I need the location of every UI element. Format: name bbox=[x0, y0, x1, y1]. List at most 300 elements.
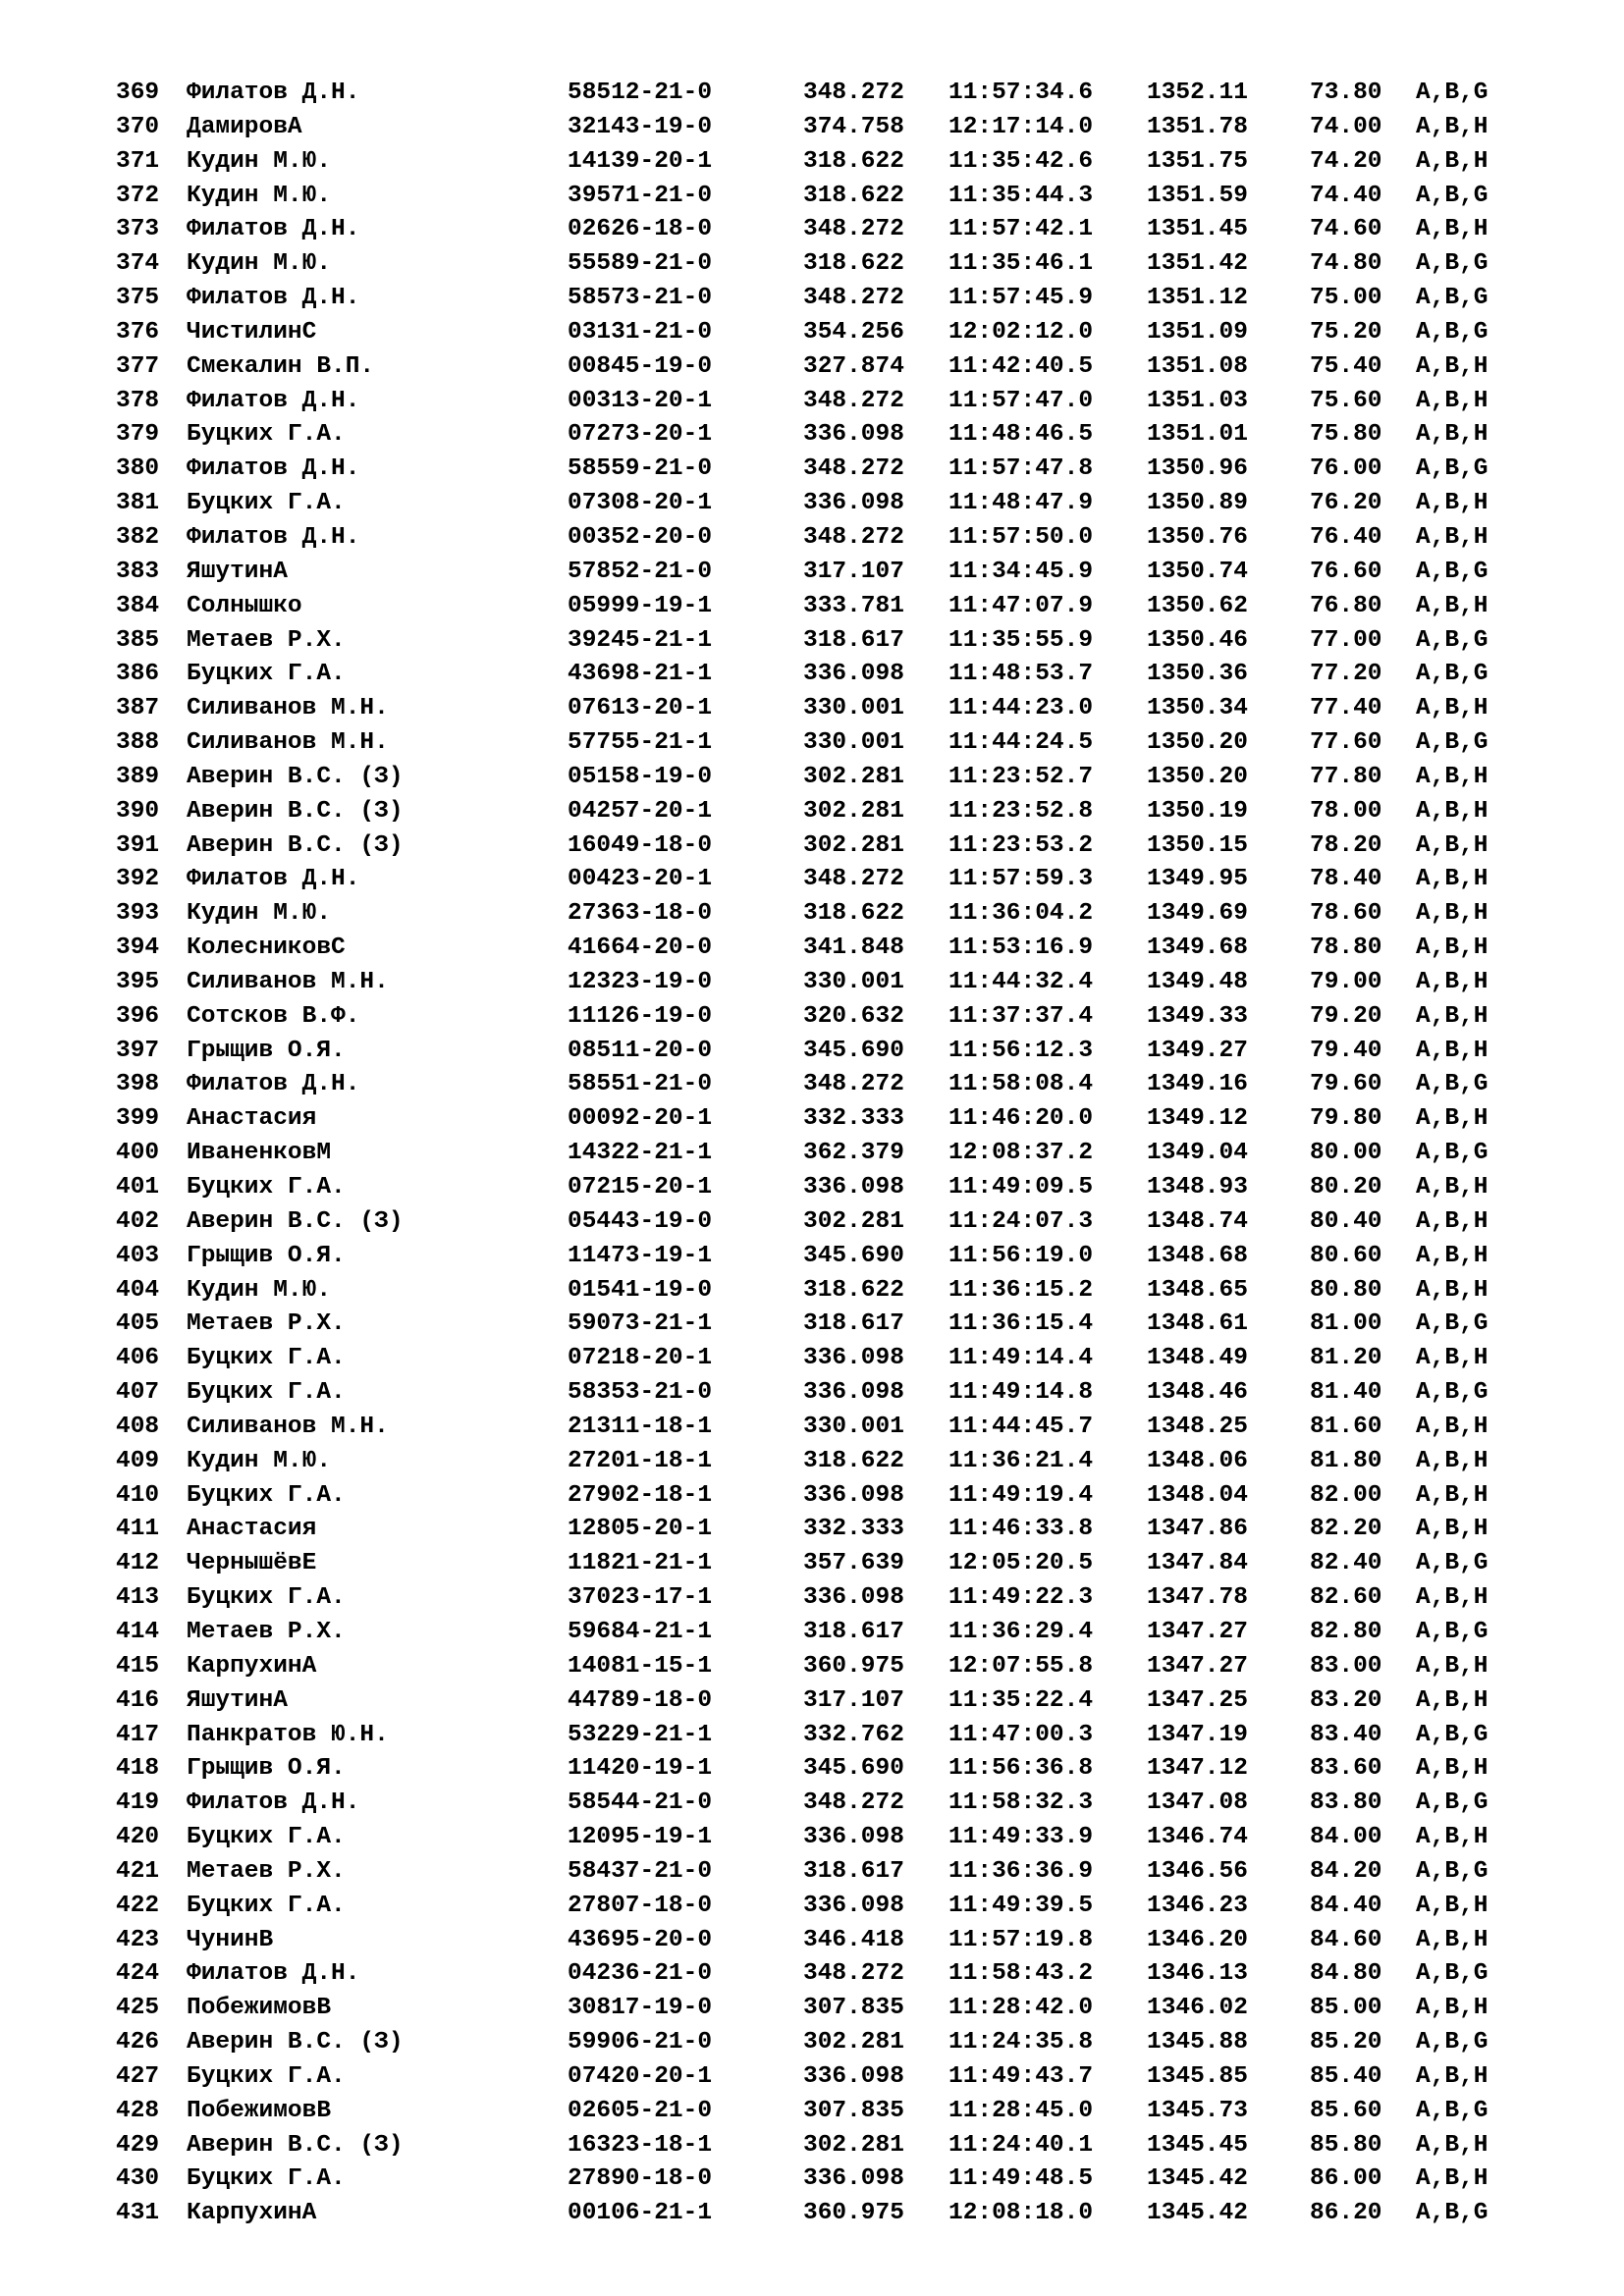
result-row bbox=[116, 897, 1549, 932]
arrival-time: 12:07:55.8 bbox=[948, 1652, 1094, 1680]
result-row bbox=[116, 966, 1549, 1000]
coefficient: 82.00 bbox=[1310, 1481, 1382, 1509]
ring-number: 55589-21-0 bbox=[568, 250, 713, 278]
distance: 302.281 bbox=[803, 831, 904, 859]
coefficient: 84.40 bbox=[1310, 1892, 1382, 1919]
speed: 1347.25 bbox=[1147, 1686, 1248, 1714]
loft-name: Филатов Д.Н. bbox=[187, 1071, 360, 1098]
result-row bbox=[116, 1342, 1549, 1376]
loft-name: Буцких Г.А. bbox=[187, 661, 346, 688]
groups: A,B,G bbox=[1416, 1789, 1489, 1817]
arrival-time: 12:08:18.0 bbox=[948, 2200, 1094, 2227]
speed: 1348.06 bbox=[1147, 1447, 1248, 1474]
arrival-time: 11:28:45.0 bbox=[948, 2097, 1094, 2124]
loft-name: Буцких Г.А. bbox=[187, 2062, 346, 2090]
arrival-time: 11:57:34.6 bbox=[948, 80, 1094, 106]
loft-name: Кудин М.Ю. bbox=[187, 147, 332, 175]
ring-number: 44789-18-0 bbox=[568, 1686, 713, 1714]
speed: 1349.69 bbox=[1147, 900, 1248, 928]
ring-number: 04257-20-1 bbox=[568, 797, 713, 825]
loft-name: Метаев Р.Х. bbox=[187, 626, 346, 654]
groups: A,B,H bbox=[1416, 352, 1489, 380]
distance: 336.098 bbox=[803, 1824, 904, 1851]
place: 393 bbox=[116, 900, 160, 928]
place: 392 bbox=[116, 866, 160, 893]
place: 373 bbox=[116, 216, 160, 243]
arrival-time: 11:48:53.7 bbox=[948, 661, 1094, 688]
ring-number: 21311-18-1 bbox=[568, 1413, 713, 1440]
place: 374 bbox=[116, 250, 160, 278]
result-row bbox=[116, 1752, 1549, 1787]
arrival-time: 11:24:07.3 bbox=[948, 1207, 1094, 1235]
distance: 348.272 bbox=[803, 285, 904, 312]
results-list bbox=[116, 77, 1549, 2231]
coefficient: 84.60 bbox=[1310, 1926, 1382, 1953]
speed: 1349.33 bbox=[1147, 1002, 1248, 1030]
result-row bbox=[116, 1376, 1549, 1411]
place: 407 bbox=[116, 1379, 160, 1407]
coefficient: 77.40 bbox=[1310, 695, 1382, 722]
ring-number: 08511-20-0 bbox=[568, 1037, 713, 1064]
coefficient: 83.00 bbox=[1310, 1652, 1382, 1680]
coefficient: 77.20 bbox=[1310, 661, 1382, 688]
ring-number: 58559-21-0 bbox=[568, 455, 713, 483]
ring-number: 39245-21-1 bbox=[568, 626, 713, 654]
groups: A,B,H bbox=[1416, 387, 1489, 414]
groups: A,B,H bbox=[1416, 763, 1489, 790]
distance: 318.617 bbox=[803, 1857, 904, 1885]
arrival-time: 11:35:44.3 bbox=[948, 182, 1094, 209]
groups: A,B,G bbox=[1416, 2200, 1489, 2227]
distance: 345.690 bbox=[803, 1755, 904, 1783]
distance: 318.622 bbox=[803, 182, 904, 209]
coefficient: 81.20 bbox=[1310, 1345, 1382, 1372]
arrival-time: 11:57:47.0 bbox=[948, 387, 1094, 414]
ring-number: 04236-21-0 bbox=[568, 1960, 713, 1988]
coefficient: 82.40 bbox=[1310, 1550, 1382, 1577]
result-row bbox=[116, 247, 1549, 282]
distance: 357.639 bbox=[803, 1550, 904, 1577]
groups: A,B,G bbox=[1416, 455, 1489, 483]
place: 386 bbox=[116, 661, 160, 688]
distance: 348.272 bbox=[803, 523, 904, 551]
arrival-time: 11:24:40.1 bbox=[948, 2131, 1094, 2159]
place: 429 bbox=[116, 2131, 160, 2159]
result-row bbox=[116, 453, 1549, 487]
speed: 1349.68 bbox=[1147, 934, 1248, 962]
coefficient: 82.80 bbox=[1310, 1618, 1382, 1645]
loft-name: ЯшутинА bbox=[187, 1686, 288, 1714]
loft-name: Филатов Д.Н. bbox=[187, 216, 360, 243]
ring-number: 58353-21-0 bbox=[568, 1379, 713, 1407]
result-row bbox=[116, 1513, 1549, 1547]
arrival-time: 11:56:19.0 bbox=[948, 1242, 1094, 1269]
loft-name: Солнышко bbox=[187, 592, 302, 619]
distance: 348.272 bbox=[803, 866, 904, 893]
distance: 318.622 bbox=[803, 250, 904, 278]
place: 382 bbox=[116, 523, 160, 551]
speed: 1346.74 bbox=[1147, 1824, 1248, 1851]
place: 383 bbox=[116, 558, 160, 585]
loft-name: Буцких Г.А. bbox=[187, 1379, 346, 1407]
ring-number: 14139-20-1 bbox=[568, 147, 713, 175]
speed: 1350.15 bbox=[1147, 831, 1248, 859]
arrival-time: 11:57:19.8 bbox=[948, 1926, 1094, 1953]
ring-number: 07215-20-1 bbox=[568, 1174, 713, 1201]
coefficient: 86.20 bbox=[1310, 2200, 1382, 2227]
place: 400 bbox=[116, 1140, 160, 1167]
arrival-time: 11:34:45.9 bbox=[948, 558, 1094, 585]
result-row bbox=[116, 726, 1549, 761]
loft-name: Филатов Д.Н. bbox=[187, 1789, 360, 1817]
groups: A,B,G bbox=[1416, 1310, 1489, 1338]
groups: A,B,H bbox=[1416, 1345, 1489, 1372]
result-row bbox=[116, 590, 1549, 624]
speed: 1350.36 bbox=[1147, 661, 1248, 688]
loft-name: Силиванов М.Н. bbox=[187, 729, 389, 757]
ring-number: 11126-19-0 bbox=[568, 1002, 713, 1030]
groups: A,B,H bbox=[1416, 1002, 1489, 1030]
ring-number: 37023-17-1 bbox=[568, 1584, 713, 1612]
coefficient: 83.80 bbox=[1310, 1789, 1382, 1817]
place: 399 bbox=[116, 1105, 160, 1133]
speed: 1352.11 bbox=[1147, 80, 1248, 106]
loft-name: Панкратов Ю.Н. bbox=[187, 1721, 389, 1748]
place: 370 bbox=[116, 113, 160, 140]
groups: A,B,H bbox=[1416, 421, 1489, 449]
arrival-time: 11:57:47.8 bbox=[948, 455, 1094, 483]
distance: 336.098 bbox=[803, 1481, 904, 1509]
result-row bbox=[116, 1411, 1549, 1445]
result-row bbox=[116, 1924, 1549, 1958]
loft-name: Метаев Р.Х. bbox=[187, 1857, 346, 1885]
arrival-time: 11:53:16.9 bbox=[948, 934, 1094, 962]
loft-name: Анастасия bbox=[187, 1516, 317, 1543]
loft-name: Грыщив О.Я. bbox=[187, 1242, 346, 1269]
distance: 318.622 bbox=[803, 1276, 904, 1304]
place: 431 bbox=[116, 2200, 160, 2227]
speed: 1346.13 bbox=[1147, 1960, 1248, 1988]
ring-number: 12805-20-1 bbox=[568, 1516, 713, 1543]
groups: A,B,G bbox=[1416, 1071, 1489, 1098]
ring-number: 59073-21-1 bbox=[568, 1310, 713, 1338]
speed: 1351.45 bbox=[1147, 216, 1248, 243]
ring-number: 27201-18-1 bbox=[568, 1447, 713, 1474]
coefficient: 76.80 bbox=[1310, 592, 1382, 619]
result-row bbox=[116, 556, 1549, 590]
groups: A,B,H bbox=[1416, 831, 1489, 859]
coefficient: 76.60 bbox=[1310, 558, 1382, 585]
place: 397 bbox=[116, 1037, 160, 1064]
speed: 1350.20 bbox=[1147, 763, 1248, 790]
ring-number: 12323-19-0 bbox=[568, 968, 713, 995]
speed: 1347.08 bbox=[1147, 1789, 1248, 1817]
coefficient: 73.80 bbox=[1310, 80, 1382, 106]
coefficient: 75.60 bbox=[1310, 387, 1382, 414]
loft-name: Сотсков В.Ф. bbox=[187, 1002, 360, 1030]
arrival-time: 11:58:32.3 bbox=[948, 1789, 1094, 1817]
distance: 318.622 bbox=[803, 147, 904, 175]
loft-name: Кудин М.Ю. bbox=[187, 900, 332, 928]
loft-name: Буцких Г.А. bbox=[187, 490, 346, 517]
ring-number: 00313-20-1 bbox=[568, 387, 713, 414]
arrival-time: 11:49:48.5 bbox=[948, 2165, 1094, 2193]
coefficient: 79.80 bbox=[1310, 1105, 1382, 1133]
result-row bbox=[116, 1068, 1549, 1102]
loft-name: Буцких Г.А. bbox=[187, 1584, 346, 1612]
place: 423 bbox=[116, 1926, 160, 1953]
place: 376 bbox=[116, 318, 160, 346]
ring-number: 27363-18-0 bbox=[568, 900, 713, 928]
speed: 1349.48 bbox=[1147, 968, 1248, 995]
groups: A,B,G bbox=[1416, 729, 1489, 757]
loft-name: Буцких Г.А. bbox=[187, 1481, 346, 1509]
ring-number: 27807-18-0 bbox=[568, 1892, 713, 1919]
loft-name: Силиванов М.Н. bbox=[187, 968, 389, 995]
arrival-time: 11:23:53.2 bbox=[948, 831, 1094, 859]
distance: 333.781 bbox=[803, 592, 904, 619]
arrival-time: 11:48:47.9 bbox=[948, 490, 1094, 517]
ring-number: 27902-18-1 bbox=[568, 1481, 713, 1509]
speed: 1345.85 bbox=[1147, 2062, 1248, 2090]
loft-name: ЧунинВ bbox=[187, 1926, 274, 1953]
place: 413 bbox=[116, 1584, 160, 1612]
groups: A,B,H bbox=[1416, 216, 1489, 243]
loft-name: Смекалин В.П. bbox=[187, 352, 375, 380]
distance: 336.098 bbox=[803, 1345, 904, 1372]
groups: A,B,H bbox=[1416, 934, 1489, 962]
loft-name: Кудин М.Ю. bbox=[187, 250, 332, 278]
coefficient: 83.20 bbox=[1310, 1686, 1382, 1714]
distance: 320.632 bbox=[803, 1002, 904, 1030]
ring-number: 03131-21-0 bbox=[568, 318, 713, 346]
place: 417 bbox=[116, 1721, 160, 1748]
groups: A,B,G bbox=[1416, 1721, 1489, 1748]
distance: 348.272 bbox=[803, 387, 904, 414]
loft-name: Аверин В.С. (З) bbox=[187, 763, 404, 790]
loft-name: КолесниковС bbox=[187, 934, 346, 962]
ring-number: 05158-19-0 bbox=[568, 763, 713, 790]
coefficient: 80.60 bbox=[1310, 1242, 1382, 1269]
result-row bbox=[116, 1890, 1549, 1924]
loft-name: ПобежимовВ bbox=[187, 1995, 332, 2022]
result-row bbox=[116, 1650, 1549, 1684]
ring-number: 14322-21-1 bbox=[568, 1140, 713, 1167]
groups: A,B,G bbox=[1416, 661, 1489, 688]
distance: 317.107 bbox=[803, 1686, 904, 1714]
groups: A,B,H bbox=[1416, 113, 1489, 140]
place: 415 bbox=[116, 1652, 160, 1680]
result-row bbox=[116, 863, 1549, 897]
place: 378 bbox=[116, 387, 160, 414]
loft-name: Филатов Д.Н. bbox=[187, 80, 360, 106]
groups: A,B,H bbox=[1416, 1105, 1489, 1133]
place: 430 bbox=[116, 2165, 160, 2193]
result-row bbox=[116, 1787, 1549, 1821]
distance: 332.762 bbox=[803, 1721, 904, 1748]
coefficient: 85.00 bbox=[1310, 1995, 1382, 2022]
distance: 302.281 bbox=[803, 1207, 904, 1235]
speed: 1351.59 bbox=[1147, 182, 1248, 209]
groups: A,B,G bbox=[1416, 318, 1489, 346]
groups: A,B,H bbox=[1416, 523, 1489, 551]
loft-name: Аверин В.С. (З) bbox=[187, 2029, 404, 2056]
coefficient: 76.20 bbox=[1310, 490, 1382, 517]
place: 372 bbox=[116, 182, 160, 209]
distance: 345.690 bbox=[803, 1242, 904, 1269]
result-row bbox=[116, 2129, 1549, 2163]
coefficient: 84.20 bbox=[1310, 1857, 1382, 1885]
coefficient: 79.60 bbox=[1310, 1071, 1382, 1098]
groups: A,B,H bbox=[1416, 1207, 1489, 1235]
speed: 1345.45 bbox=[1147, 2131, 1248, 2159]
speed: 1350.34 bbox=[1147, 695, 1248, 722]
speed: 1346.56 bbox=[1147, 1857, 1248, 1885]
place: 389 bbox=[116, 763, 160, 790]
groups: A,B,G bbox=[1416, 1960, 1489, 1988]
groups: A,B,H bbox=[1416, 695, 1489, 722]
place: 390 bbox=[116, 797, 160, 825]
coefficient: 81.00 bbox=[1310, 1310, 1382, 1338]
speed: 1348.46 bbox=[1147, 1379, 1248, 1407]
place: 410 bbox=[116, 1481, 160, 1509]
loft-name: ИваненковМ bbox=[187, 1140, 332, 1167]
result-row bbox=[116, 795, 1549, 829]
coefficient: 74.60 bbox=[1310, 216, 1382, 243]
place: 403 bbox=[116, 1242, 160, 1269]
ring-number: 07420-20-1 bbox=[568, 2062, 713, 2090]
ring-number: 39571-21-0 bbox=[568, 182, 713, 209]
coefficient: 75.40 bbox=[1310, 352, 1382, 380]
groups: A,B,G bbox=[1416, 2029, 1489, 2056]
speed: 1349.12 bbox=[1147, 1105, 1248, 1133]
distance: 348.272 bbox=[803, 1071, 904, 1098]
result-row bbox=[116, 1855, 1549, 1890]
coefficient: 84.80 bbox=[1310, 1960, 1382, 1988]
ring-number: 02605-21-0 bbox=[568, 2097, 713, 2124]
place: 388 bbox=[116, 729, 160, 757]
place: 419 bbox=[116, 1789, 160, 1817]
coefficient: 75.20 bbox=[1310, 318, 1382, 346]
arrival-time: 11:42:40.5 bbox=[948, 352, 1094, 380]
distance: 336.098 bbox=[803, 1892, 904, 1919]
result-row bbox=[116, 1274, 1549, 1308]
distance: 336.098 bbox=[803, 1584, 904, 1612]
speed: 1350.19 bbox=[1147, 797, 1248, 825]
speed: 1351.75 bbox=[1147, 147, 1248, 175]
loft-name: Буцких Г.А. bbox=[187, 1824, 346, 1851]
groups: A,B,G bbox=[1416, 285, 1489, 312]
result-row bbox=[116, 1240, 1549, 1274]
arrival-time: 11:23:52.8 bbox=[948, 797, 1094, 825]
arrival-time: 11:23:52.7 bbox=[948, 763, 1094, 790]
place: 395 bbox=[116, 968, 160, 995]
speed: 1348.65 bbox=[1147, 1276, 1248, 1304]
loft-name: Кудин М.Ю. bbox=[187, 1447, 332, 1474]
groups: A,B,H bbox=[1416, 1926, 1489, 1953]
coefficient: 85.60 bbox=[1310, 2097, 1382, 2124]
arrival-time: 11:35:46.1 bbox=[948, 250, 1094, 278]
result-row bbox=[116, 1035, 1549, 1069]
distance: 360.975 bbox=[803, 2200, 904, 2227]
result-row bbox=[116, 1171, 1549, 1205]
arrival-time: 11:36:21.4 bbox=[948, 1447, 1094, 1474]
distance: 307.835 bbox=[803, 2097, 904, 2124]
ring-number: 58544-21-0 bbox=[568, 1789, 713, 1817]
place: 398 bbox=[116, 1071, 160, 1098]
arrival-time: 11:58:08.4 bbox=[948, 1071, 1094, 1098]
result-row bbox=[116, 692, 1549, 726]
speed: 1347.78 bbox=[1147, 1584, 1248, 1612]
place: 402 bbox=[116, 1207, 160, 1235]
coefficient: 83.40 bbox=[1310, 1721, 1382, 1748]
loft-name: КарпухинА bbox=[187, 2200, 317, 2227]
groups: A,B,H bbox=[1416, 592, 1489, 619]
loft-name: Метаев Р.Х. bbox=[187, 1618, 346, 1645]
ring-number: 32143-19-0 bbox=[568, 113, 713, 140]
result-row bbox=[116, 624, 1549, 659]
result-row bbox=[116, 1102, 1549, 1137]
loft-name: Аверин В.С. (З) bbox=[187, 831, 404, 859]
result-row bbox=[116, 2163, 1549, 2197]
groups: A,B,H bbox=[1416, 968, 1489, 995]
result-row bbox=[116, 1616, 1549, 1650]
loft-name: Филатов Д.Н. bbox=[187, 866, 360, 893]
groups: A,B,G bbox=[1416, 1550, 1489, 1577]
speed: 1349.16 bbox=[1147, 1071, 1248, 1098]
coefficient: 75.00 bbox=[1310, 285, 1382, 312]
loft-name: Филатов Д.Н. bbox=[187, 285, 360, 312]
arrival-time: 11:48:46.5 bbox=[948, 421, 1094, 449]
arrival-time: 11:47:07.9 bbox=[948, 592, 1094, 619]
ring-number: 43698-21-1 bbox=[568, 661, 713, 688]
coefficient: 80.20 bbox=[1310, 1174, 1382, 1201]
ring-number: 59684-21-1 bbox=[568, 1618, 713, 1645]
arrival-time: 11:37:37.4 bbox=[948, 1002, 1094, 1030]
coefficient: 84.00 bbox=[1310, 1824, 1382, 1851]
groups: A,B,G bbox=[1416, 182, 1489, 209]
arrival-time: 11:57:50.0 bbox=[948, 523, 1094, 551]
result-row bbox=[116, 932, 1549, 966]
distance: 330.001 bbox=[803, 968, 904, 995]
place: 416 bbox=[116, 1686, 160, 1714]
coefficient: 75.80 bbox=[1310, 421, 1382, 449]
arrival-time: 11:36:15.2 bbox=[948, 1276, 1094, 1304]
groups: A,B,G bbox=[1416, 80, 1489, 106]
place: 387 bbox=[116, 695, 160, 722]
speed: 1348.61 bbox=[1147, 1310, 1248, 1338]
speed: 1351.01 bbox=[1147, 421, 1248, 449]
coefficient: 85.20 bbox=[1310, 2029, 1382, 2056]
result-row bbox=[116, 418, 1549, 453]
ring-number: 16323-18-1 bbox=[568, 2131, 713, 2159]
coefficient: 80.40 bbox=[1310, 1207, 1382, 1235]
groups: A,B,H bbox=[1416, 147, 1489, 175]
groups: A,B,G bbox=[1416, 558, 1489, 585]
result-row bbox=[116, 385, 1549, 419]
speed: 1350.62 bbox=[1147, 592, 1248, 619]
distance: 346.418 bbox=[803, 1926, 904, 1953]
ring-number: 14081-15-1 bbox=[568, 1652, 713, 1680]
ring-number: 07613-20-1 bbox=[568, 695, 713, 722]
result-row bbox=[116, 316, 1549, 350]
groups: A,B,H bbox=[1416, 2062, 1489, 2090]
distance: 302.281 bbox=[803, 2029, 904, 2056]
result-row bbox=[116, 1137, 1549, 1171]
result-row bbox=[116, 487, 1549, 521]
groups: A,B,H bbox=[1416, 1481, 1489, 1509]
groups: A,B,G bbox=[1416, 1618, 1489, 1645]
